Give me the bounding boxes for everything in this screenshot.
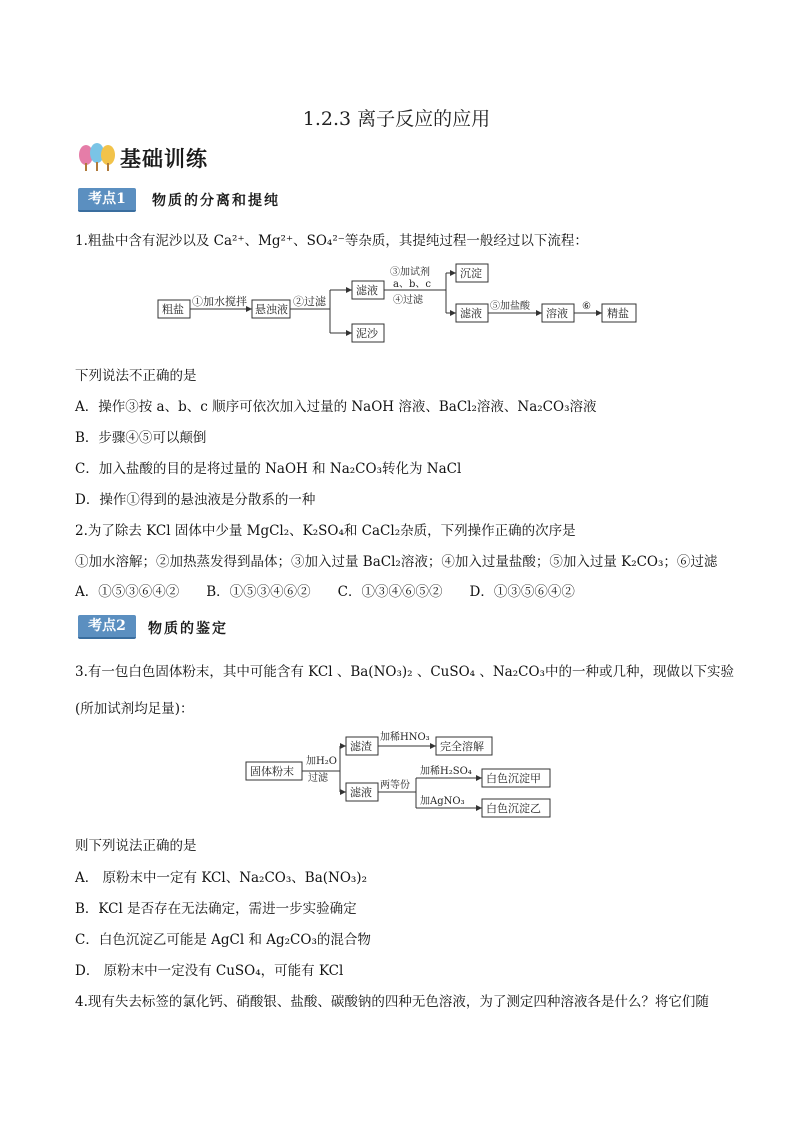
question-1-stem: 1.粗盐中含有泥沙以及 Ca²⁺、Mg²⁺、SO₄²⁻等杂质，其提纯过程一般经过以下流程： [75,233,588,249]
question-3-ask: 则下列说法正确的是 [75,838,197,854]
flow-node: 滤液 [350,786,372,799]
option-a: A． 原粉末中一定有 KCl、Na₂CO₃、Ba(NO₃)₂ [75,870,367,886]
flow-node: 白色沉淀甲 [486,772,541,785]
flow-node: 完全溶解 [440,740,484,753]
flow-node: 滤液 [356,284,378,297]
section-badge: 考点1 [78,188,136,212]
flow-node: 溶液 [546,307,568,320]
flow-node: 滤液 [460,307,482,320]
flow-label: ④过滤 [393,295,423,306]
flow-node: 滤渣 [350,740,372,753]
question-4-stem: 4.现有失去标签的氯化钙、硝酸银、盐酸、碳酸钠的四种无色溶液，为了测定四种溶液各是什么？将它们随 [75,994,709,1010]
option-c: C．加入盐酸的目的是将过量的 NaOH 和 Na₂CO₃转化为 NaCl [75,461,462,477]
banner-label: 基础训练 [120,146,208,171]
flow-label: a、b、c [393,279,431,290]
flow-node: 泥沙 [356,327,378,340]
flow-label: 加AgNO₃ [420,796,465,807]
identification-flowchart [240,724,560,824]
flow-label: 过滤 [308,773,328,784]
flow-label: ⑤加盐酸 [490,301,530,312]
popsicle-icon [76,141,120,173]
purification-flowchart [150,258,650,348]
flow-label: 两等份 [380,780,410,791]
flow-node: 粗盐 [162,303,184,316]
flow-node: 精盐 [607,307,629,320]
flow-node: 固体粉末 [250,765,294,778]
question-2-stem: 2.为了除去 KCl 固体中少量 MgCl₂、K₂SO₄和 CaCl₂杂质，下列操作正确的次序是 [75,523,576,539]
flow-label: ⑥ [582,301,591,312]
section-badge: 考点2 [78,615,136,639]
flow-label: 加H₂O [306,756,337,767]
section-title: 物质的鉴定 [148,621,228,637]
option-a: A．操作③按 a、b、c 顺序可依次加入过量的 NaOH 溶液、BaCl₂溶液、Na₂CO₃溶液 [75,399,597,415]
question-1-ask: 下列说法不正确的是 [75,368,197,384]
option-d: D． 原粉末中一定没有 CuSO₄，可能有 KCl [75,963,344,979]
question-3-stem-cont: (所加试剂均足量)： [75,701,194,717]
option-b: B．KCl 是否存在无法确定，需进一步实验确定 [75,901,357,917]
flow-node: 沉淀 [460,267,482,280]
flow-label: 加稀HNO₃ [380,732,430,743]
option-b: B．步骤④⑤可以颠倒 [75,430,207,446]
flow-label: 加稀H₂SO₄ [420,766,472,777]
flow-label: ③加试剂 [390,267,430,278]
option-d: D．操作①得到的悬浊液是分散系的一种 [75,492,316,508]
question-2-options: A．①⑤③⑥④② B．①⑤③④⑥② C．①③④⑥⑤② D．①③⑤⑥④② [75,584,575,600]
page-title: 1.2.3 离子反应的应用 [302,108,491,130]
flow-label: ②过滤 [293,295,326,308]
question-2-operations: ①加水溶解；②加热蒸发得到晶体；③加入过量 BaCl₂溶液；④加入过量盐酸；⑤加入过量 K₂CO₃；⑥过滤 [75,554,718,570]
flow-node: 悬浊液 [255,303,288,316]
flow-node: 白色沉淀乙 [486,802,541,815]
question-3-stem: 3.有一包白色固体粉末，其中可能含有 KCl 、Ba(NO₃)₂ 、CuSO₄ 、Na₂CO₃中的一种或几种，现做以下实验 [75,664,734,680]
option-c: C．白色沉淀乙可能是 AgCl 和 Ag₂CO₃的混合物 [75,932,371,948]
flow-label: ①加水搅拌 [192,295,247,308]
section-title: 物质的分离和提纯 [152,193,280,209]
basic-training-banner [76,141,226,173]
